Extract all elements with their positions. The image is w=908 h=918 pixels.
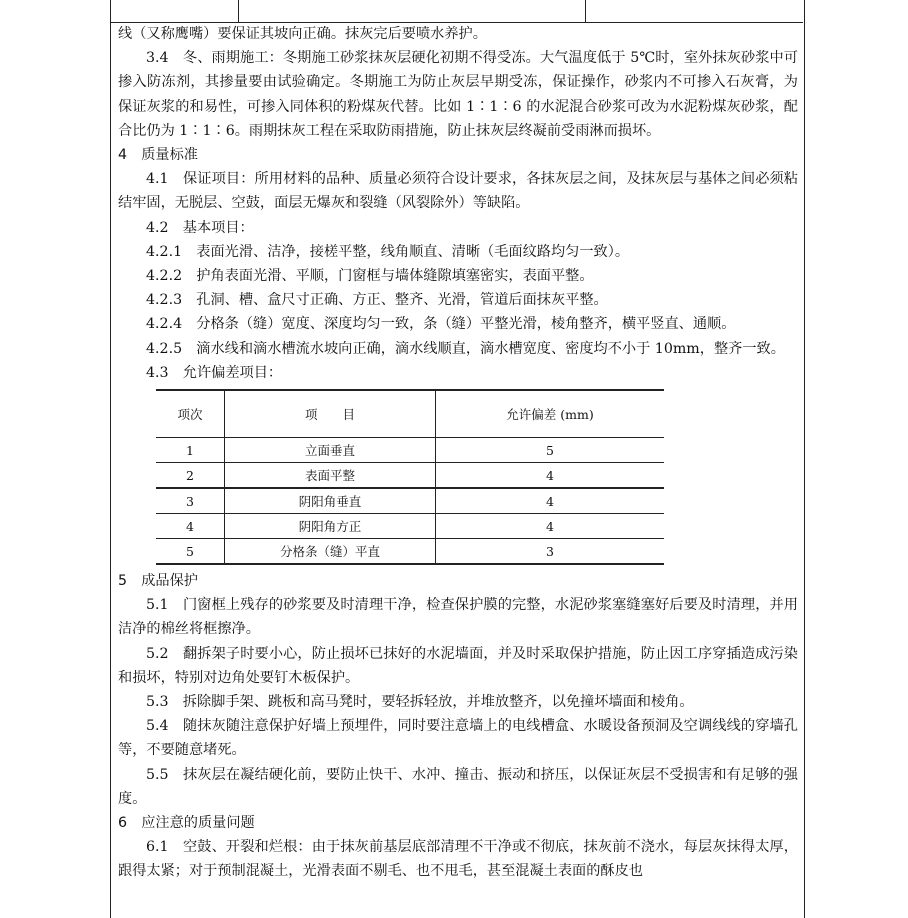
paragraph-4-3: 4.3 允许偏差项目： — [146, 364, 283, 381]
cell-item: 阴阳角垂直 — [225, 488, 436, 514]
section-heading-6: 6 应注意的质量问题 — [118, 815, 255, 832]
cell-tolerance: 5 — [436, 438, 665, 463]
header-index: 项次 — [177, 406, 203, 422]
cell-tolerance: 4 — [436, 463, 665, 489]
paragraph-3-4: 3.4 冬、雨期施工：冬期施工砂浆抹灰层硬化初期不得受冻。大气温度低于 5℃时，室外抹灰砂浆中可掺入防冻剂，其掺量要由试验确定。冬期施工为防止灰层早期受冻，保证操作，砂浆内不可掺入石灰膏，为保证灰浆的和易性，可掺入同体积的粉煤灰代替。比如 1∶1∶6 的水泥混合砂浆可改为水泥粉煤灰砂浆，配合比仍为 1∶1∶6。雨期抹灰工程在采取防雨措施，防止抹灰层终凝前受雨淋而损坏。 — [118, 50, 798, 139]
paragraph-5-4: 5.4 随抹灰随注意保护好墙上预埋件，同时要注意墙上的电线槽盒、水暖设备预洞及空调线线的穿墙孔等，不要随意堵死。 — [118, 718, 798, 759]
paragraph-5-5: 5.5 抹灰层在凝结硬化前，要防止快干、水冲、撞击、振动和挤压，以保证灰层不受损害和有足够的强度。 — [118, 766, 798, 807]
paragraph-5-3: 5.3 拆除脚手架、跳板和高马凳时，要轻拆轻放，并堆放整齐，以免撞坏墙面和棱角。 — [146, 694, 694, 711]
paragraph-continuation: 线（又称鹰嘴）要保证其坡向正确。抹灰完后要喷水养护。 — [118, 26, 487, 42]
cell-divider — [585, 0, 586, 22]
table-row — [156, 463, 664, 489]
top-table-cells — [110, 0, 803, 23]
section-heading-5: 5 成品保护 — [118, 573, 198, 590]
cell-index: 4 — [186, 518, 194, 534]
cell-item: 表面平整 — [225, 463, 436, 489]
tolerance-table — [156, 389, 664, 565]
paragraph-4-2-1: 4.2.1 表面光滑、洁净，接槎平整，线角顺直、清晰（毛面纹路均匀一致）。 — [146, 243, 630, 260]
paragraph-4-2-4: 4.2.4 分格条（缝）宽度、深度均匀一致，条（缝）平整光滑，棱角整齐，横平竖直、通顺。 — [146, 316, 736, 333]
paragraph-4-1: 4.1 保证项目：所用材料的品种、质量必须符合设计要求，各抹灰层之间，及抹灰层与基体之间必须粘结牢固，无脱层、空鼓，面层无爆灰和裂缝（风裂除外）等缺陷。 — [118, 171, 798, 212]
cell-divider — [238, 0, 239, 22]
paragraph-4-2-2: 4.2.2 护角表面光滑、平顺，门窗框与墙体缝隙填塞密实，表面平整。 — [146, 268, 594, 285]
paragraph-4-2-5: 4.2.5 滴水线和滴水槽流水坡向正确，滴水线顺直，滴水槽宽度、密度均不小于 10mm，整齐一致。 — [146, 340, 785, 357]
cell-tolerance: 4 — [436, 514, 665, 539]
cell-item: 立面垂直 — [225, 438, 436, 463]
cell-index: 2 — [186, 467, 194, 483]
table-row — [156, 438, 664, 463]
table-row — [156, 514, 664, 539]
section-heading-4: 4 质量标准 — [118, 147, 198, 164]
document-body — [118, 22, 798, 884]
cell-item: 分格条（缝）平直 — [225, 539, 436, 565]
cell-item: 阴阳角方正 — [225, 514, 436, 539]
table-row — [156, 488, 664, 514]
table-row — [156, 539, 664, 565]
header-item: 项 目 — [225, 390, 436, 438]
header-tolerance: 允许偏差 (mm) — [436, 390, 665, 438]
cell-index: 3 — [186, 493, 194, 509]
cell-index: 5 — [186, 543, 194, 559]
cell-index: 1 — [186, 442, 194, 458]
paragraph-5-1: 5.1 门窗框上残存的砂浆要及时清理干净，检查保护膜的完整，水泥砂浆塞缝塞好后要及时清理，并用洁净的棉丝将框擦净。 — [118, 597, 798, 638]
cell-tolerance: 4 — [436, 488, 665, 514]
paragraph-4-2: 4.2 基本项目： — [146, 219, 254, 236]
paragraph-6-1: 6.1 空鼓、开裂和烂根：由于抹灰前基层底部清理不干净或不彻底，抹灰前不浇水，每层灰抹得太厚，跟得太紧；对于预制混凝土，光滑表面不剔毛、也不甩毛，甚至混凝土表面的酥皮也 — [118, 839, 798, 880]
table-header-row — [156, 390, 664, 438]
cell-tolerance: 3 — [436, 539, 665, 565]
paragraph-4-2-3: 4.2.3 孔洞、槽、盒尺寸正确、方正、整齐、光滑，管道后面抹灰平整。 — [146, 292, 608, 309]
paragraph-5-2: 5.2 翻拆架子时要小心，防止损坏已抹好的水泥墙面，并及时采取保护措施，防止因工序穿插造成污染和损坏，特别对边角处要钉木板保护。 — [118, 645, 798, 686]
